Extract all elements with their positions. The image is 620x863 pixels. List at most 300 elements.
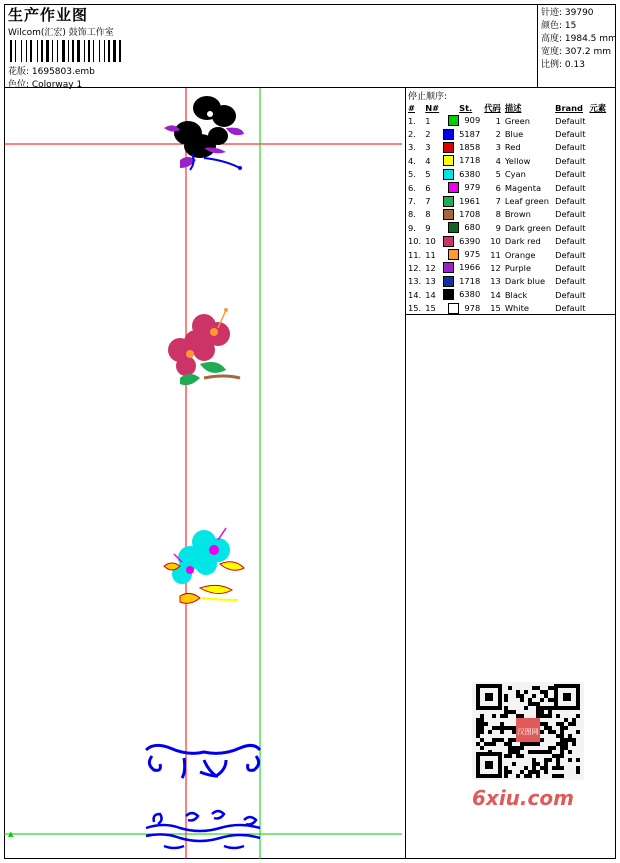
qr-module: [532, 770, 536, 774]
barcode-bar: [13, 40, 14, 62]
qr-module: [508, 686, 512, 690]
qr-module: [504, 726, 508, 730]
qr-module: [572, 738, 576, 742]
qr-module: [576, 730, 580, 734]
blue-border-motif: [146, 811, 260, 848]
qr-module: [572, 722, 576, 726]
barcode-bar: [66, 40, 67, 62]
table-row: [406, 114, 608, 127]
qr-module: [544, 722, 548, 726]
cell-code: 15: [490, 303, 501, 314]
qr-module: [516, 714, 520, 718]
qr-module: [512, 750, 516, 754]
qr-module: [520, 742, 524, 746]
cell-element: [587, 235, 608, 248]
qr-module: [572, 718, 576, 722]
barcode-bar: [39, 40, 40, 62]
cell-index: 5.: [408, 169, 416, 180]
cell-brand: Default: [555, 196, 586, 207]
qr-module: [548, 730, 552, 734]
cell-index: 10.: [408, 236, 422, 247]
colorway: 色位: Colorway 1: [8, 80, 83, 90]
qr-module: [540, 706, 544, 710]
barcode-bar: [72, 40, 74, 62]
qr-module: [504, 742, 508, 746]
table-row: [406, 301, 608, 314]
cell-stitches: [441, 221, 482, 234]
qr-module: [556, 774, 560, 778]
qr-module: [564, 746, 568, 750]
stitch-count-value: 1966: [459, 262, 481, 273]
barcode-bar: [70, 40, 71, 62]
stitch-count-value: 975: [464, 249, 481, 260]
qr-module: [532, 758, 536, 762]
barcode-bar: [88, 40, 90, 62]
qr-module: [512, 738, 516, 742]
qr-module: [568, 758, 572, 762]
cell-code: 12: [490, 262, 501, 273]
qr-module: [492, 742, 496, 746]
stitch-count-value: 1718: [459, 275, 481, 286]
cell-needle: 7: [425, 196, 431, 207]
qr-module: [548, 758, 552, 762]
qr-module: [516, 690, 520, 694]
cell-code: 5: [495, 169, 501, 180]
qr-module: [524, 766, 528, 770]
color-swatch: [443, 196, 454, 207]
barcode-bar: [37, 40, 38, 62]
table-row: [406, 275, 608, 288]
qr-module: [508, 770, 512, 774]
cell-element: [587, 301, 608, 314]
cell-index: 7.: [408, 196, 416, 207]
qr-module: [492, 714, 496, 718]
qr-module: [488, 730, 492, 734]
qr-module: [576, 766, 580, 770]
color-swatch: [448, 249, 459, 260]
col-stitches: St.: [459, 102, 473, 113]
color-swatch: [443, 262, 454, 273]
qr-module: [556, 754, 560, 758]
qr-module: [544, 714, 548, 718]
cell-description: Dark blue: [504, 276, 546, 287]
cell-brand: Default: [555, 262, 586, 273]
qr-module: [520, 714, 524, 718]
cell-stitches: [441, 168, 482, 181]
qr-module: [528, 742, 532, 746]
cell-needle: 6: [425, 182, 431, 193]
barcode-bar: [54, 40, 56, 62]
qr-module: [548, 686, 552, 690]
qr-module: [544, 726, 548, 730]
cell-description: Leaf green: [504, 196, 550, 207]
cell-stitches: [441, 208, 482, 221]
cell-index: 9.: [408, 222, 416, 233]
qr-module: [560, 754, 564, 758]
black-flower-motif: [164, 96, 244, 170]
qr-module: [508, 746, 512, 750]
qr-module: [508, 750, 512, 754]
barcode-bar: [117, 40, 118, 62]
qr-module: [500, 714, 504, 718]
barcode-bar: [50, 40, 51, 62]
barcode-bar: [44, 40, 45, 62]
cell-brand: Default: [555, 289, 586, 300]
qr-module: [520, 770, 524, 774]
cell-element: [587, 275, 608, 288]
qr-module: [560, 726, 564, 730]
barcode-bar: [91, 40, 92, 62]
color-swatch: [443, 209, 454, 220]
qr-module: [512, 746, 516, 750]
qr-module: [556, 714, 560, 718]
cell-description: Yellow: [504, 155, 531, 166]
qr-module: [548, 714, 552, 718]
cell-brand: Default: [555, 209, 586, 220]
cell-needle: 2: [425, 129, 431, 140]
color-stop-table: [406, 101, 608, 315]
qr-module: [500, 730, 504, 734]
qr-module: [536, 742, 540, 746]
barcode: [10, 40, 142, 62]
cell-description: Magenta: [504, 182, 542, 193]
qr-module: [528, 750, 532, 754]
stitch-count-value: 979: [464, 182, 481, 193]
color-swatch: [443, 169, 454, 180]
qr-module: [508, 742, 512, 746]
cell-description: Green: [504, 115, 530, 126]
table-row: [406, 235, 608, 248]
cell-element: [587, 168, 608, 181]
qr-module: [540, 750, 544, 754]
qr-module: [556, 766, 560, 770]
cell-needle: 8: [425, 209, 431, 220]
table-row: [406, 127, 608, 140]
col-code: 代码: [484, 102, 501, 113]
qr-module: [524, 742, 528, 746]
qr-module: [496, 738, 500, 742]
barcode-bar: [77, 40, 80, 62]
design-file: 花版: 1695803.emb: [8, 67, 95, 77]
cell-description: Blue: [504, 129, 524, 140]
qr-module: [528, 702, 532, 706]
cell-stitches: [441, 114, 482, 127]
qr-module: [488, 742, 492, 746]
table-row: [406, 141, 608, 154]
qr-module: [484, 722, 488, 726]
qr-module: [540, 730, 544, 734]
cell-element: [587, 261, 608, 274]
col-description: 描述: [504, 102, 522, 113]
dark-red-flower-motif: [168, 308, 240, 385]
qr-module: [552, 730, 556, 734]
qr-module: [484, 742, 488, 746]
qr-module: [564, 742, 568, 746]
qr-module: [536, 762, 540, 766]
color-count: 颜色: 15: [541, 21, 577, 31]
qr-module: [560, 730, 564, 734]
qr-module: [504, 714, 508, 718]
cell-index: 3.: [408, 142, 416, 153]
qr-module: [552, 754, 556, 758]
cell-brand: Default: [555, 142, 586, 153]
barcode-bar: [113, 40, 116, 62]
qr-module: [548, 750, 552, 754]
col-needle: N#: [425, 102, 440, 113]
qr-module: [548, 710, 552, 714]
qr-module: [568, 750, 572, 754]
qr-module: [480, 746, 484, 750]
barcode-bar: [28, 40, 29, 62]
stitch-count-value: 909: [464, 115, 481, 126]
table-row: [406, 248, 608, 261]
cell-stitches: [441, 154, 482, 167]
qr-module: [476, 718, 480, 722]
qr-module: [548, 726, 552, 730]
cell-index: 13.: [408, 276, 422, 287]
qr-module: [504, 698, 508, 702]
barcode-bar: [17, 40, 20, 62]
cell-code: 10: [490, 236, 501, 247]
stitch-count-value: 6380: [459, 289, 481, 300]
qr-module: [576, 770, 580, 774]
qr-module: [540, 714, 544, 718]
cell-brand: Default: [555, 276, 586, 287]
qr-module: [528, 774, 532, 778]
barcode-bar: [46, 40, 49, 62]
cell-needle: 14: [425, 289, 436, 300]
qr-module: [524, 690, 528, 694]
qr-module: [532, 742, 536, 746]
qr-module: [564, 726, 568, 730]
table-row: [406, 194, 608, 207]
qr-module: [560, 742, 564, 746]
qr-module: [504, 694, 508, 698]
barcode-bar: [101, 40, 103, 62]
color-swatch: [443, 155, 454, 166]
cell-element: [587, 154, 608, 167]
qr-module: [500, 726, 504, 730]
qr-module: [512, 710, 516, 714]
qr-module: [552, 774, 556, 778]
qr-module: [568, 734, 572, 738]
design-preview: [4, 88, 406, 859]
barcode-bar: [99, 40, 100, 62]
barcode-bar: [93, 40, 94, 62]
cell-element: [587, 194, 608, 207]
header-info: [6, 4, 536, 88]
qr-module: [504, 770, 508, 774]
qr-module: [512, 726, 516, 730]
qr-module: [476, 730, 480, 734]
cell-element: [587, 141, 608, 154]
barcode-bar: [21, 40, 22, 62]
page-title: 生产作业图: [8, 6, 89, 24]
qr-module: [544, 706, 548, 710]
cell-stitches: [441, 194, 482, 207]
embroidery-preview: [4, 88, 406, 859]
qr-module: [556, 762, 560, 766]
qr-module: [508, 738, 512, 742]
qr-module: [500, 738, 504, 742]
qr-module: [548, 746, 552, 750]
qr-module: [528, 698, 532, 702]
qr-module: [536, 714, 540, 718]
header: [4, 4, 616, 88]
qr-module: [508, 726, 512, 730]
cell-code: 9: [495, 222, 501, 233]
cell-needle: 15: [425, 303, 436, 314]
qr-module: [576, 758, 580, 762]
qr-module: [544, 694, 548, 698]
stitch-count-value: 680: [464, 222, 481, 233]
qr-module: [536, 686, 540, 690]
barcode-bar: [108, 40, 110, 62]
qr-module: [532, 750, 536, 754]
qr-module: [504, 774, 508, 778]
color-swatch: [448, 182, 459, 193]
barcode-bar: [10, 40, 12, 62]
qr-module: [548, 698, 552, 702]
qr-module: [576, 714, 580, 718]
cell-description: Brown: [504, 209, 531, 220]
qr-module: [476, 742, 480, 746]
cell-brand: Default: [555, 249, 586, 260]
qr-module: [508, 710, 512, 714]
barcode-bar: [104, 40, 105, 62]
qr-module: [492, 738, 496, 742]
stitch-count: 针迹: 39790: [541, 8, 594, 18]
cell-stitches: [441, 288, 482, 301]
barcode-bar: [33, 40, 36, 62]
cell-description: Dark green: [504, 222, 552, 233]
qr-module: [536, 770, 540, 774]
qr-module: [540, 738, 544, 742]
qr-module: [516, 774, 520, 778]
qr-module: [480, 738, 484, 742]
cell-code: 13: [490, 276, 501, 287]
barcode-bar: [95, 40, 98, 62]
cell-stitches: [441, 127, 482, 140]
qr-module: [568, 738, 572, 742]
qr-module: [536, 750, 540, 754]
color-swatch: [443, 276, 454, 287]
col-index: #: [408, 102, 415, 113]
design-width: 宽度: 307.2 mm: [541, 47, 612, 57]
cell-element: [587, 288, 608, 301]
cell-code: 4: [495, 155, 501, 166]
table-row: [406, 181, 608, 194]
table-header-row: [406, 101, 608, 114]
qr-module: [564, 718, 568, 722]
cell-description: Red: [504, 142, 521, 153]
cell-brand: Default: [555, 115, 586, 126]
cell-needle: 11: [425, 249, 436, 260]
qr-module: [520, 746, 524, 750]
color-swatch: [448, 222, 459, 233]
cell-description: Orange: [504, 249, 536, 260]
table-row: [406, 168, 608, 181]
barcode-bar: [75, 40, 76, 62]
barcode-bar: [59, 40, 61, 62]
table-row: [406, 261, 608, 274]
cell-code: 14: [490, 289, 501, 300]
stitch-count-value: 1961: [459, 195, 481, 206]
qr-module: [540, 710, 544, 714]
qr-module: [536, 702, 540, 706]
design-height: 高度: 1984.5 mm: [541, 34, 617, 44]
barcode-bar: [23, 40, 25, 62]
barcode-bar: [26, 40, 27, 62]
cell-index: 14.: [408, 289, 422, 300]
qr-module: [532, 686, 536, 690]
cell-code: 11: [490, 249, 501, 260]
barcode-bar: [81, 40, 83, 62]
qr-module: [572, 742, 576, 746]
qr-module: [564, 738, 568, 742]
qr-module: [544, 750, 548, 754]
cell-needle: 13: [425, 276, 436, 287]
color-swatch: [443, 236, 454, 247]
stitch-count-value: 1718: [459, 155, 481, 166]
cell-element: [587, 127, 608, 140]
stitch-count-value: 6380: [459, 168, 481, 179]
qr-module: [480, 726, 484, 730]
qr-module: [520, 694, 524, 698]
qr-module: [524, 774, 528, 778]
cell-description: Dark red: [504, 236, 541, 247]
qr-module: [556, 758, 560, 762]
qr-module: [532, 694, 536, 698]
qr-code: [472, 682, 584, 780]
table-row: [406, 221, 608, 234]
barcode-bar: [57, 40, 58, 62]
qr-module: [536, 710, 540, 714]
barcode-bar: [106, 40, 107, 62]
cell-brand: Default: [555, 222, 586, 233]
barcode-bar: [68, 40, 69, 62]
qr-module: [532, 762, 536, 766]
design-stats: [537, 4, 616, 88]
cell-stitches: [441, 261, 482, 274]
qr-module: [520, 754, 524, 758]
qr-module: [536, 774, 540, 778]
qr-module: [560, 738, 564, 742]
barcode-bar: [15, 40, 16, 62]
qr-module: [476, 734, 480, 738]
qr-module: [504, 710, 508, 714]
cell-index: 11.: [408, 249, 422, 260]
qr-badge-text: 汉图网: [517, 728, 539, 736]
stitch-count-value: 5187: [459, 128, 481, 139]
barcode-bar: [62, 40, 65, 62]
stitch-count-value: 978: [464, 302, 481, 313]
watermark-text: 6xiu.com: [472, 786, 574, 810]
qr-module: [540, 690, 544, 694]
qr-module: [552, 746, 556, 750]
qr-module: [476, 722, 480, 726]
barcode-bar: [119, 40, 121, 62]
cell-element: [587, 181, 608, 194]
barcode-bar: [84, 40, 85, 62]
qr-module: [556, 742, 560, 746]
qr-module: [496, 726, 500, 730]
col-element: 元素: [589, 102, 607, 113]
stitch-count-value: 1708: [459, 208, 481, 219]
qr-module: [540, 766, 544, 770]
cell-needle: 3: [425, 142, 431, 153]
qr-module: [560, 750, 564, 754]
